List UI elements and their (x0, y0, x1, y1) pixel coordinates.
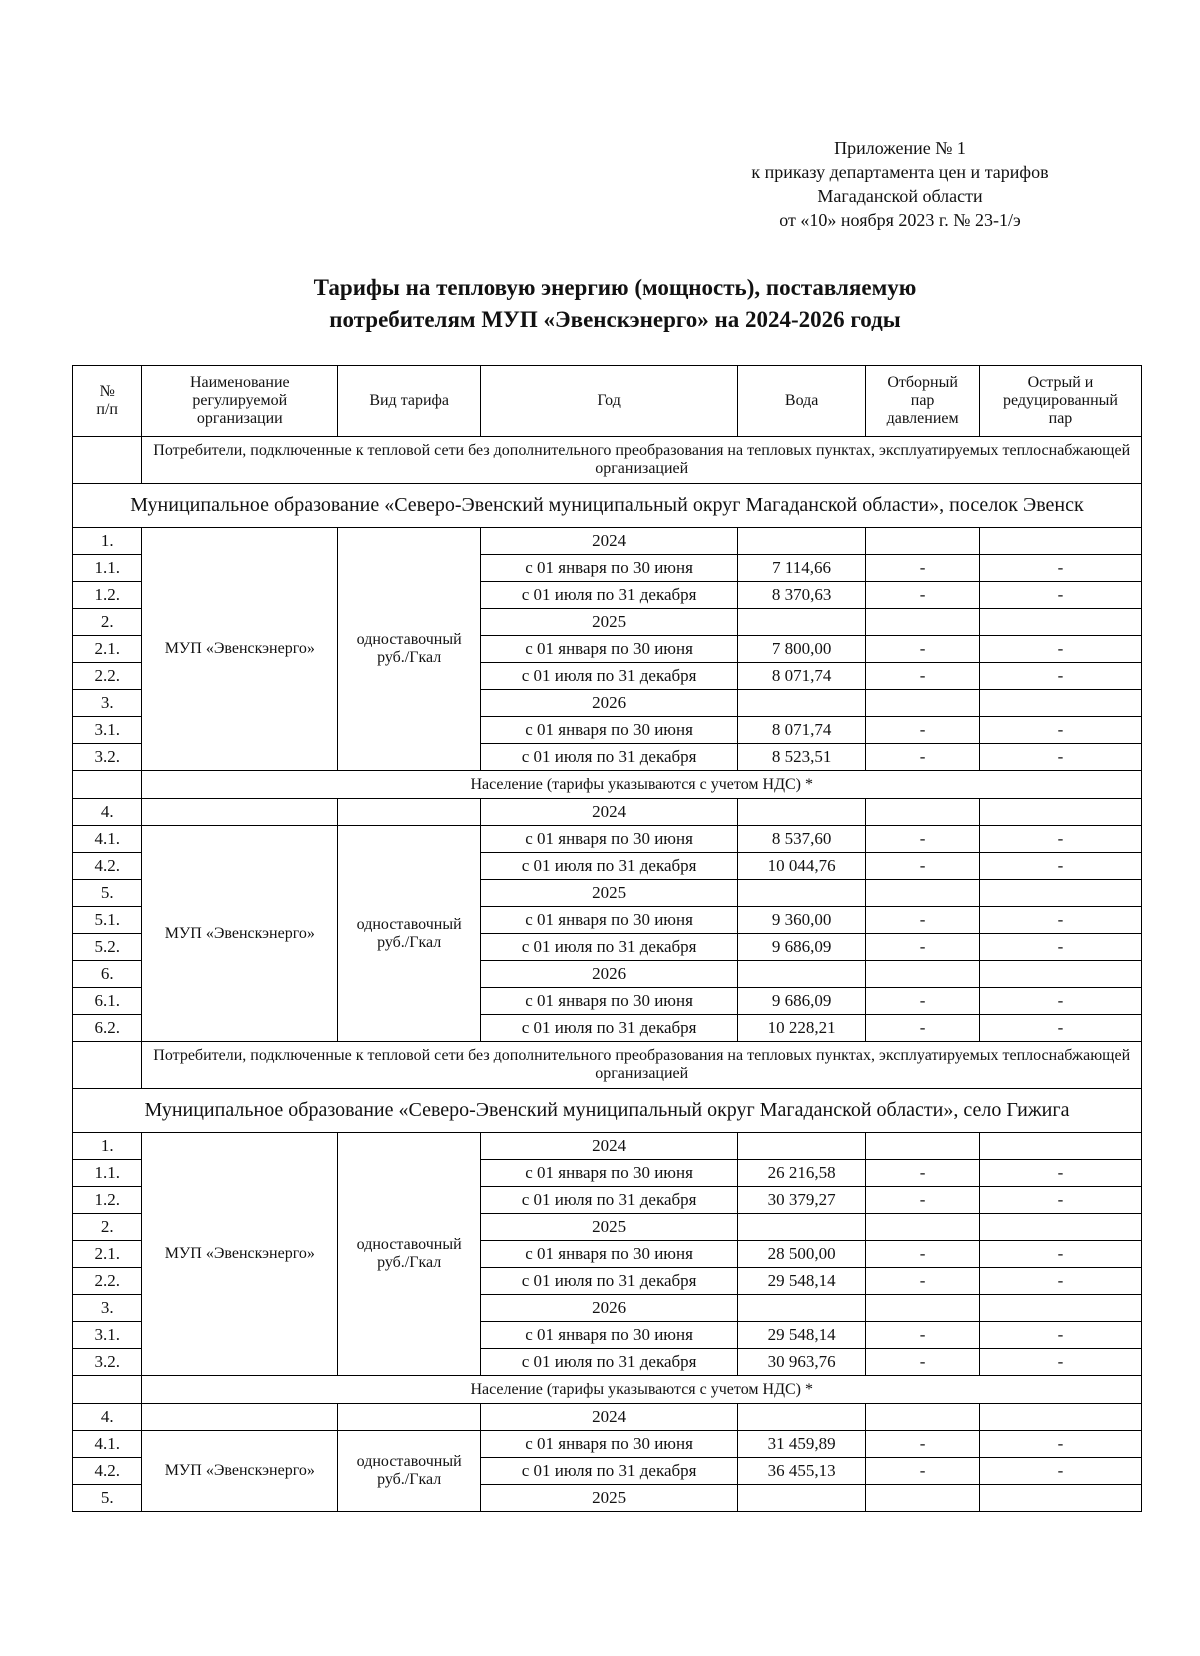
sharp-steam-tariff (979, 1404, 1141, 1431)
row-number: 1.2. (73, 1187, 142, 1214)
steam-tariff: - (866, 988, 980, 1015)
table-row (73, 826, 1142, 853)
water-tariff: 7 800,00 (737, 636, 865, 663)
sharp-steam-tariff: - (979, 582, 1141, 609)
period: с 01 июля по 31 декабря (481, 853, 738, 880)
row-number: 3.1. (73, 717, 142, 744)
steam-tariff: - (866, 1015, 980, 1042)
row-number: 5.2. (73, 934, 142, 961)
row-number: 6. (73, 961, 142, 988)
water-tariff: 8 523,51 (737, 744, 865, 771)
steam-tariff: - (866, 1349, 980, 1376)
period: с 01 июля по 31 декабря (481, 1268, 738, 1295)
row-number: 4.1. (73, 1431, 142, 1458)
sharp-steam-tariff (979, 609, 1141, 636)
water-tariff (737, 799, 865, 826)
empty-cell (73, 771, 142, 799)
population-note-row (73, 771, 1142, 799)
water-tariff (737, 961, 865, 988)
document-title (0, 272, 1200, 336)
sharp-steam-tariff (979, 528, 1141, 555)
row-number: 3.2. (73, 1349, 142, 1376)
appendix-line-1: Приложение № 1 (834, 138, 966, 158)
water-tariff: 26 216,58 (737, 1160, 865, 1187)
empty-cell (142, 799, 338, 826)
municipality-row (73, 484, 1142, 528)
water-tariff: 31 459,89 (737, 1431, 865, 1458)
row-number: 2.1. (73, 636, 142, 663)
sharp-steam-tariff (979, 690, 1141, 717)
sharp-steam-tariff: - (979, 1268, 1141, 1295)
period: с 01 января по 30 июня (481, 717, 738, 744)
empty-cell (142, 1404, 338, 1431)
period: с 01 июля по 31 декабря (481, 1187, 738, 1214)
water-tariff: 29 548,14 (737, 1268, 865, 1295)
header-year: Год (481, 366, 738, 437)
steam-tariff (866, 1295, 980, 1322)
section-note: Потребители, подключенные к тепловой сети без дополнительного преобразования на тепловых пунктах, эксплуатируемых теплоснабжающей организацией (142, 437, 1142, 484)
table-row (73, 799, 1142, 826)
municipality-name: Муниципальное образование «Северо-Эвенский муниципальный округ Магаданской области», поселок Эвенск (73, 484, 1142, 528)
period: с 01 января по 30 июня (481, 1322, 738, 1349)
period: с 01 июля по 31 декабря (481, 744, 738, 771)
section-note: Потребители, подключенные к тепловой сети без дополнительного преобразования на тепловых пунктах, эксплуатируемых теплоснабжающей организацией (142, 1042, 1142, 1089)
water-tariff: 30 379,27 (737, 1187, 865, 1214)
steam-tariff: - (866, 663, 980, 690)
sharp-steam-tariff: - (979, 907, 1141, 934)
row-number: 5. (73, 880, 142, 907)
sharp-steam-tariff: - (979, 1241, 1141, 1268)
period: с 01 января по 30 июня (481, 1431, 738, 1458)
row-number: 2. (73, 609, 142, 636)
sharp-steam-tariff: - (979, 1322, 1141, 1349)
water-tariff (737, 1404, 865, 1431)
sharp-steam-tariff (979, 1214, 1141, 1241)
water-tariff: 30 963,76 (737, 1349, 865, 1376)
row-number: 1.1. (73, 1160, 142, 1187)
sharp-steam-tariff: - (979, 717, 1141, 744)
row-number: 3. (73, 690, 142, 717)
water-tariff (737, 1295, 865, 1322)
sharp-steam-tariff: - (979, 1431, 1141, 1458)
row-number: 2.1. (73, 1241, 142, 1268)
row-number: 1.1. (73, 555, 142, 582)
sharp-steam-tariff (979, 1485, 1141, 1512)
population-note-row (73, 1376, 1142, 1404)
steam-tariff: - (866, 582, 980, 609)
water-tariff (737, 1485, 865, 1512)
municipality-row (73, 1089, 1142, 1133)
empty-cell (73, 1376, 142, 1404)
title-line-2: потребителям МУП «Эвенскэнерго» на 2024-2026 годы (329, 307, 901, 332)
header-org: Наименование регулируемой организации (142, 366, 338, 437)
period: 2026 (481, 690, 738, 717)
table-row (73, 1133, 1142, 1160)
sharp-steam-tariff: - (979, 988, 1141, 1015)
tariffs-table (72, 365, 1142, 1512)
row-number: 1. (73, 1133, 142, 1160)
period: с 01 июля по 31 декабря (481, 934, 738, 961)
row-number: 4. (73, 1404, 142, 1431)
period: с 01 июля по 31 декабря (481, 1015, 738, 1042)
table-row (73, 528, 1142, 555)
tariff-type: одноставочный руб./Гкал (338, 528, 481, 771)
steam-tariff: - (866, 636, 980, 663)
steam-tariff (866, 1214, 980, 1241)
population-note: Население (тарифы указываются с учетом НДС) * (142, 1376, 1142, 1404)
period: с 01 июля по 31 декабря (481, 1349, 738, 1376)
steam-tariff: - (866, 1458, 980, 1485)
sharp-steam-tariff: - (979, 1349, 1141, 1376)
period: 2025 (481, 1485, 738, 1512)
tariff-type: одноставочный руб./Гкал (338, 1431, 481, 1512)
row-number: 4.2. (73, 853, 142, 880)
steam-tariff: - (866, 1268, 980, 1295)
period: с 01 января по 30 июня (481, 826, 738, 853)
period: с 01 января по 30 июня (481, 1241, 738, 1268)
water-tariff: 8 071,74 (737, 717, 865, 744)
row-number: 6.1. (73, 988, 142, 1015)
steam-tariff: - (866, 1187, 980, 1214)
steam-tariff (866, 1485, 980, 1512)
water-tariff (737, 609, 865, 636)
header-steam: Отборный пар давлением (866, 366, 980, 437)
sharp-steam-tariff (979, 1133, 1141, 1160)
water-tariff: 28 500,00 (737, 1241, 865, 1268)
section-note-row (73, 1042, 1142, 1089)
steam-tariff: - (866, 1160, 980, 1187)
appendix-line-3: Магаданской области (817, 186, 983, 206)
steam-tariff (866, 880, 980, 907)
steam-tariff: - (866, 1322, 980, 1349)
sharp-steam-tariff: - (979, 1160, 1141, 1187)
empty-cell (338, 1404, 481, 1431)
row-number: 2.2. (73, 663, 142, 690)
organization-name: МУП «Эвенскэнерго» (142, 826, 338, 1042)
period: 2025 (481, 609, 738, 636)
sharp-steam-tariff: - (979, 1015, 1141, 1042)
period: с 01 января по 30 июня (481, 988, 738, 1015)
water-tariff: 9 686,09 (737, 934, 865, 961)
empty-cell (338, 799, 481, 826)
steam-tariff (866, 1404, 980, 1431)
steam-tariff: - (866, 907, 980, 934)
sharp-steam-tariff: - (979, 1458, 1141, 1485)
empty-cell (73, 1042, 142, 1089)
water-tariff: 8 370,63 (737, 582, 865, 609)
sharp-steam-tariff: - (979, 636, 1141, 663)
row-number: 3. (73, 1295, 142, 1322)
period: 2024 (481, 1404, 738, 1431)
header-num: № п/п (73, 366, 142, 437)
population-note: Население (тарифы указываются с учетом НДС) * (142, 771, 1142, 799)
steam-tariff: - (866, 853, 980, 880)
water-tariff: 7 114,66 (737, 555, 865, 582)
sharp-steam-tariff: - (979, 555, 1141, 582)
water-tariff: 8 537,60 (737, 826, 865, 853)
header-tariff-type: Вид тарифа (338, 366, 481, 437)
period: 2026 (481, 961, 738, 988)
steam-tariff (866, 690, 980, 717)
steam-tariff: - (866, 826, 980, 853)
period: с 01 июля по 31 декабря (481, 582, 738, 609)
organization-name: МУП «Эвенскэнерго» (142, 1431, 338, 1512)
sharp-steam-tariff: - (979, 826, 1141, 853)
steam-tariff (866, 799, 980, 826)
water-tariff: 8 071,74 (737, 663, 865, 690)
empty-cell (73, 437, 142, 484)
steam-tariff: - (866, 555, 980, 582)
municipality-name: Муниципальное образование «Северо-Эвенский муниципальный округ Магаданской области», село Гижига (73, 1089, 1142, 1133)
steam-tariff: - (866, 934, 980, 961)
water-tariff: 9 360,00 (737, 907, 865, 934)
water-tariff: 10 044,76 (737, 853, 865, 880)
steam-tariff (866, 961, 980, 988)
tariff-type: одноставочный руб./Гкал (338, 826, 481, 1042)
steam-tariff (866, 1133, 980, 1160)
appendix-line-4: от «10» ноября 2023 г. № 23-1/э (779, 210, 1021, 230)
organization-name: МУП «Эвенскэнерго» (142, 1133, 338, 1376)
steam-tariff: - (866, 1431, 980, 1458)
header-sharp-steam: Острый и редуцированный пар (979, 366, 1141, 437)
sharp-steam-tariff: - (979, 853, 1141, 880)
period: 2024 (481, 799, 738, 826)
period: 2025 (481, 880, 738, 907)
row-number: 1. (73, 528, 142, 555)
row-number: 1.2. (73, 582, 142, 609)
sharp-steam-tariff: - (979, 1187, 1141, 1214)
steam-tariff: - (866, 717, 980, 744)
period: с 01 января по 30 июня (481, 907, 738, 934)
water-tariff (737, 880, 865, 907)
section-note-row (73, 437, 1142, 484)
sharp-steam-tariff (979, 961, 1141, 988)
sharp-steam-tariff: - (979, 934, 1141, 961)
header-row (73, 366, 1142, 437)
sharp-steam-tariff (979, 1295, 1141, 1322)
steam-tariff (866, 528, 980, 555)
period: 2025 (481, 1214, 738, 1241)
steam-tariff (866, 609, 980, 636)
period: с 01 июля по 31 декабря (481, 663, 738, 690)
period: с 01 июля по 31 декабря (481, 1458, 738, 1485)
table-row (73, 1404, 1142, 1431)
header-water: Вода (737, 366, 865, 437)
water-tariff (737, 528, 865, 555)
row-number: 2. (73, 1214, 142, 1241)
tariff-type: одноставочный руб./Гкал (338, 1133, 481, 1376)
row-number: 4.2. (73, 1458, 142, 1485)
table-body (73, 437, 1142, 1512)
row-number: 5.1. (73, 907, 142, 934)
period: 2026 (481, 1295, 738, 1322)
row-number: 3.1. (73, 1322, 142, 1349)
water-tariff (737, 1214, 865, 1241)
water-tariff: 9 686,09 (737, 988, 865, 1015)
period: с 01 января по 30 июня (481, 1160, 738, 1187)
row-number: 4. (73, 799, 142, 826)
steam-tariff: - (866, 1241, 980, 1268)
appendix-line-2: к приказу департамента цен и тарифов (751, 162, 1049, 182)
water-tariff (737, 690, 865, 717)
period: 2024 (481, 1133, 738, 1160)
water-tariff: 29 548,14 (737, 1322, 865, 1349)
period: с 01 января по 30 июня (481, 636, 738, 663)
water-tariff (737, 1133, 865, 1160)
table-row (73, 1431, 1142, 1458)
water-tariff: 10 228,21 (737, 1015, 865, 1042)
water-tariff: 36 455,13 (737, 1458, 865, 1485)
sharp-steam-tariff: - (979, 663, 1141, 690)
period: с 01 января по 30 июня (481, 555, 738, 582)
row-number: 4.1. (73, 826, 142, 853)
row-number: 3.2. (73, 744, 142, 771)
period: 2024 (481, 528, 738, 555)
appendix-block (680, 136, 1120, 232)
title-line-1: Тарифы на тепловую энергию (мощность), поставляемую (313, 275, 917, 300)
steam-tariff: - (866, 744, 980, 771)
sharp-steam-tariff (979, 799, 1141, 826)
row-number: 6.2. (73, 1015, 142, 1042)
sharp-steam-tariff: - (979, 744, 1141, 771)
sharp-steam-tariff (979, 880, 1141, 907)
row-number: 5. (73, 1485, 142, 1512)
organization-name: МУП «Эвенскэнерго» (142, 528, 338, 771)
row-number: 2.2. (73, 1268, 142, 1295)
